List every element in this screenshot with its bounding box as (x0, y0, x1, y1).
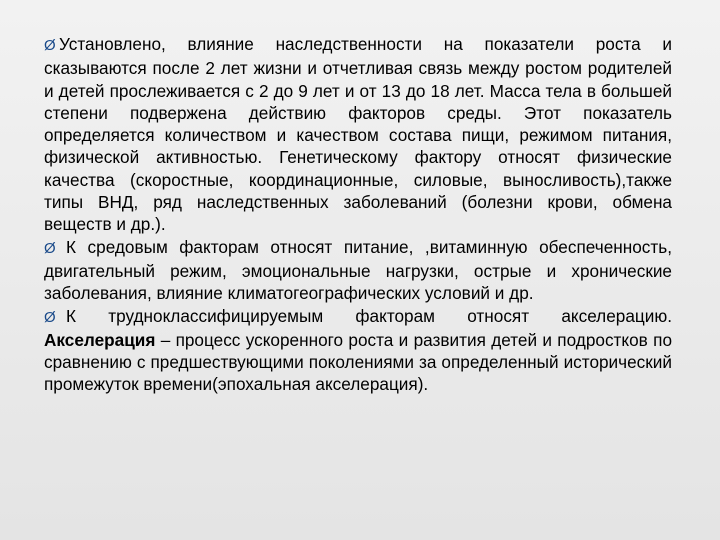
paragraph-environment-text: К средовым факторам относят питание, ,витаминную обеспеченность, двигательный режим, эмоциональные нагрузки, острые и хронические заболевания, влияние климатогеографических условий и др. (44, 236, 672, 304)
paragraph-environment (44, 236, 672, 305)
slide-body (44, 33, 672, 396)
arrow-bullet-icon: Ø (44, 239, 56, 257)
paragraph-acceleration-lead: К трудноклассифицируемым факторам относят акселерацию. (66, 305, 672, 326)
paragraph-heredity-text: Установлено, влияние наследственности на показатели роста и сказываются после 2 лет жизни и отчетливая связь между ростом родителей и детей прослеживается с 2 до 9 лет и от 13 до 18 лет. Масса тела в большей степени подвержена действию факторов среды. Этот показатель определяется количеством и качеством состава пищи, режимом питания, физической активностью. Генетическому фактору относят физические качества (скоростные, координационные, силовые, выносливость),также типы ВНД, ряд наследственных заболеваний (болезни крови, обмена веществ и др.). (44, 34, 672, 235)
arrow-bullet-icon: Ø (44, 308, 56, 326)
paragraph-acceleration (44, 305, 672, 396)
paragraph-acceleration-text: – процесс ускоренного роста и развития детей и подростков по сравнению с предшествующими поколениями за определенный исторический промежуток времени(эпохальная акселерация). (44, 329, 672, 395)
arrow-bullet-icon: Ø (44, 37, 56, 54)
acceleration-term: Акселерация (44, 329, 156, 350)
paragraph-heredity (44, 33, 672, 236)
